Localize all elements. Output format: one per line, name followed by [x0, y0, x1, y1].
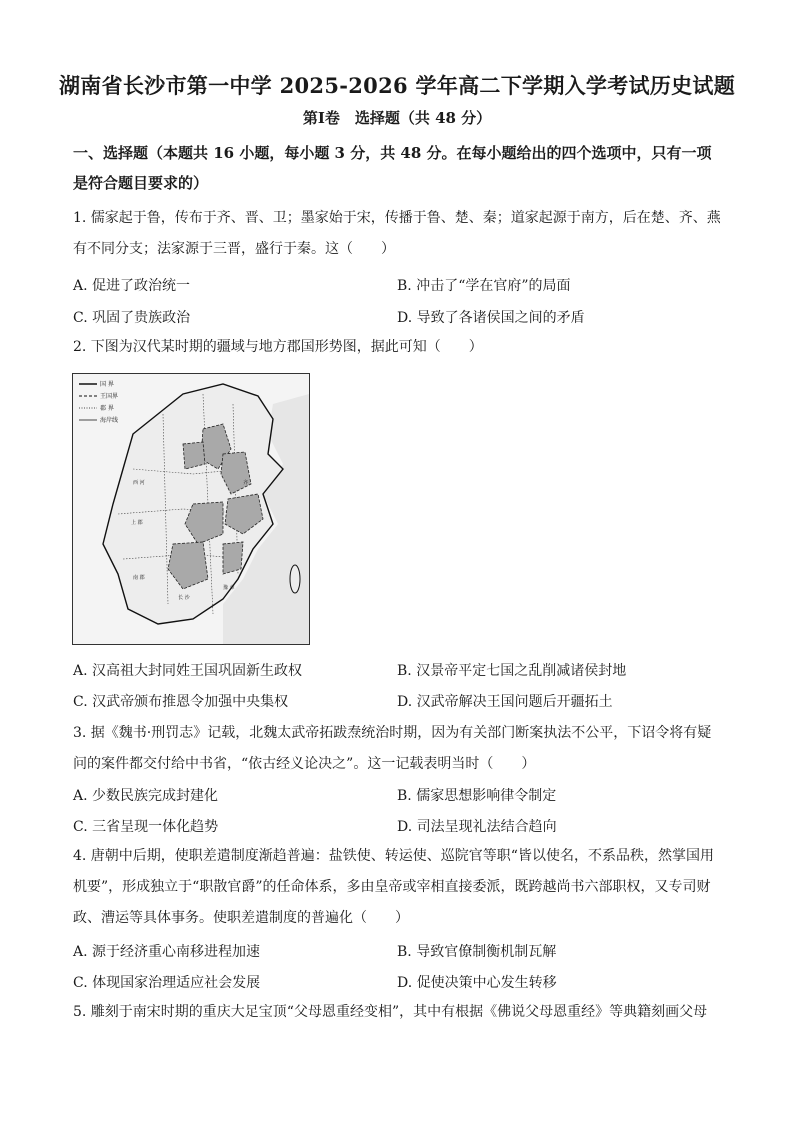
question-2-stem: 2. 下图为汉代某时期的疆域与地方郡国形势图，据此可知（ ） — [73, 339, 483, 355]
legend-wangguojie: 王国界 — [100, 393, 119, 400]
question-2-option-a[interactable]: A. 汉高祖大封同姓王国巩固新生政权 — [73, 663, 303, 679]
svg-text:豫 章: 豫 章 — [223, 585, 235, 591]
question-1-option-b[interactable]: B. 冲击了“学在官府”的局面 — [397, 278, 571, 294]
question-3-option-b[interactable]: B. 儒家思想影响律令制定 — [397, 788, 557, 804]
legend-guojie: 国 界 — [100, 381, 114, 388]
svg-text:上 郡: 上 郡 — [131, 520, 143, 526]
svg-text:西 河: 西 河 — [133, 480, 145, 486]
question-3-option-c[interactable]: C. 三省呈现一体化趋势 — [73, 819, 219, 835]
question-1-stem: 1. 儒家起于鲁，传布于齐、晋、卫；墨家始于宋，传播于鲁、楚、秦；道家起源于南方，后在楚、齐、燕有不同分支；法家源于三晋，盛行于秦。这（ ） — [73, 210, 721, 257]
question-4-option-a[interactable]: A. 源于经济重心南移进程加速 — [73, 944, 261, 960]
question-2-option-c[interactable]: C. 汉武帝颁布推恩令加强中央集权 — [73, 694, 289, 710]
question-3-option-a[interactable]: A. 少数民族完成封建化 — [73, 788, 219, 804]
question-2-option-b[interactable]: B. 汉景帝平定七国之乱削减诸侯封地 — [397, 663, 627, 679]
map-legend — [79, 380, 118, 424]
question-1-option-a[interactable]: A. 促进了政治统一 — [73, 278, 191, 294]
svg-text:南 郡: 南 郡 — [133, 575, 145, 581]
question-2-option-d[interactable]: D. 汉武帝解决王国问题后开疆拓土 — [397, 694, 613, 710]
question-4-stem: 4. 唐朝中后期，使职差遣制度渐趋普遍：盐铁使、转运使、巡院官等职“皆以使名，不系品秩，然掌国用机要”，形成独立于“职散官爵”的任命体系，多由皇帝或宰相直接委派，既跨越尚书六部职权，又专司财政、漕运等具体事务。使职差遣制度的普遍化（ ） — [73, 848, 714, 926]
question-4-option-c[interactable]: C. 体现国家治理适应社会发展 — [73, 975, 261, 991]
question-1-option-d[interactable]: D. 导致了各诸侯国之间的矛盾 — [397, 310, 585, 326]
question-1-option-c[interactable]: C. 巩固了贵族政治 — [73, 310, 191, 326]
exam-title: 湖南省长沙市第一中学 2025-2026 学年高二下学期入学考试历史试题 — [58, 73, 736, 98]
svg-text:长 沙: 长 沙 — [178, 595, 190, 601]
question-3-option-d[interactable]: D. 司法呈现礼法结合趋向 — [397, 819, 557, 835]
svg-text:齐: 齐 — [243, 480, 249, 486]
question-4-option-d[interactable]: D. 促使决策中心发生转移 — [397, 975, 557, 991]
han-dynasty-map — [72, 373, 310, 645]
exam-subtitle: 第Ⅰ卷 选择题（共 48 分） — [302, 109, 492, 127]
question-3-stem: 3. 据《魏书·刑罚志》记载，北魏太武帝拓跋焘统治时期，因为有关部门断案执法不公平，下诏令将有疑问的案件都交付给中书省，“依古经义论决之”。这一记载表明当时（ ） — [73, 725, 712, 772]
question-4-option-b[interactable]: B. 导致官僚制衡机制瓦解 — [397, 944, 557, 960]
section-heading: 一、选择题（本题共 16 小题，每小题 3 分，共 48 分。在每小题给出的四个选项中，只有一项是符合题目要求的） — [73, 144, 712, 192]
legend-junjie: 郡 界 — [100, 405, 114, 412]
legend-haianxian: 海岸线 — [100, 417, 119, 424]
question-5-stem: 5. 雕刻于南宋时期的重庆大足宝顶“父母恩重经变相”，其中有根据《佛说父母恩重经》等典籍刻画父母 — [73, 1004, 708, 1020]
